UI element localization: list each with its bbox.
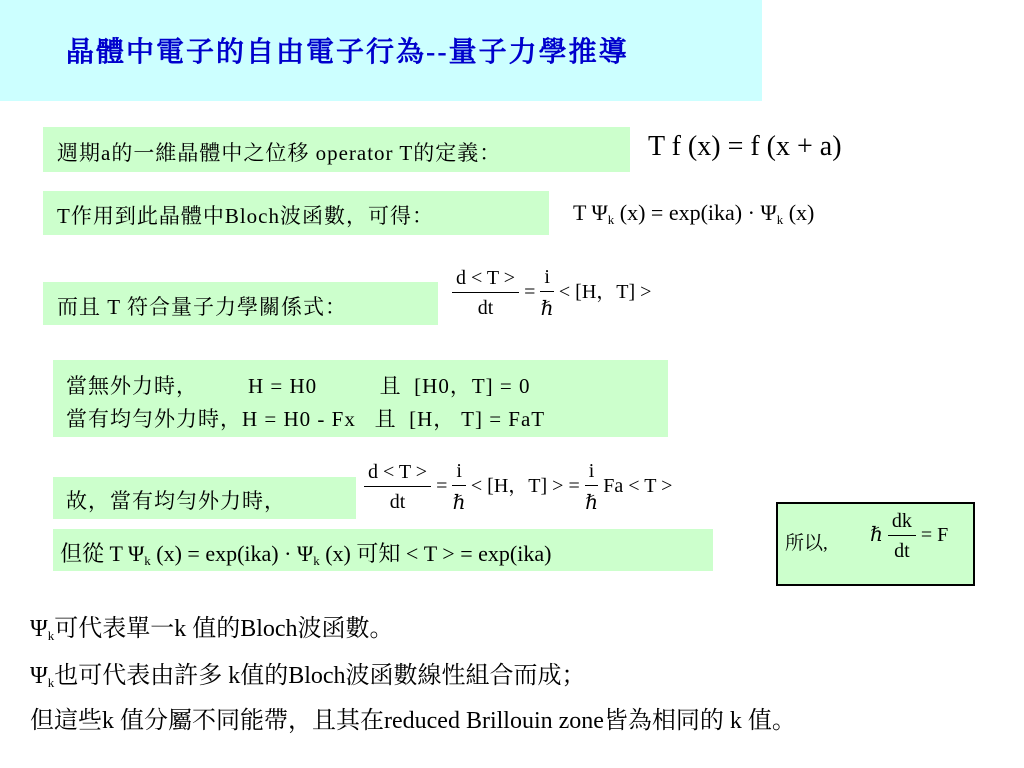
result-label: 所以, xyxy=(785,533,828,554)
denominator: dt xyxy=(477,297,494,319)
fraction xyxy=(585,460,599,515)
fraction xyxy=(540,266,554,321)
slide-title: 晶體中電子的自由電子行為--量子力學推導 xyxy=(66,37,629,68)
subscript-k: k xyxy=(607,212,615,227)
equals-sign: = xyxy=(436,475,448,498)
fraction xyxy=(452,460,466,515)
numerator: i xyxy=(585,460,599,486)
numerator: d < T > xyxy=(364,461,431,487)
psi-symbol: Ψ xyxy=(30,663,48,689)
eq-part: (x) xyxy=(783,200,815,225)
result-equation xyxy=(870,510,948,563)
eq-part: (x) = exp(ika) · Ψ xyxy=(614,200,777,225)
conclusion-text xyxy=(60,537,551,568)
operator-definition-label: 週期a的一維晶體中之位移 operator T的定義： xyxy=(57,141,502,165)
denominator: ℏ xyxy=(540,298,554,320)
fraction xyxy=(364,461,431,514)
bloch-action-label: T作用到此晶體中Bloch波函數，可得： xyxy=(57,204,434,228)
eq-part: < [H，T] > = xyxy=(470,475,580,498)
commutator-equation xyxy=(452,266,651,321)
line-text: 可代表單一k 值的Bloch波函數。 xyxy=(54,616,394,642)
numerator: d < T > xyxy=(452,267,519,293)
fraction xyxy=(888,510,916,563)
subscript-k: k xyxy=(47,675,55,690)
eq-part: (x) = exp(ika) · Ψ xyxy=(150,541,314,566)
uniform-force-equation xyxy=(364,460,672,515)
psi-symbol: Ψ xyxy=(30,616,48,642)
eq-part: (x) 可知 < T > = exp(ika) xyxy=(319,541,552,566)
bloch-action-equation xyxy=(573,200,814,226)
denominator: ℏ xyxy=(452,492,466,514)
bottom-line-3: 但這些k 值分屬不同能帶，且其在reduced Brillouin zone皆為相同的 k 值。 xyxy=(30,708,796,734)
uniform-force-label: 故，當有均勻外力時， xyxy=(66,489,286,513)
operator-definition-equation: T f (x) = f (x + a) xyxy=(648,131,842,162)
subscript-k: k xyxy=(313,553,320,568)
rhs: Fa < T > xyxy=(603,475,673,498)
eq-part: 但從 T Ψ xyxy=(60,541,145,566)
denominator: dt xyxy=(894,540,910,562)
numerator: i xyxy=(540,266,554,292)
force-case-uniform-force: 當有均勻外力時，H = H0 - Fx 且 [H， T] = FaT xyxy=(66,407,546,431)
subscript-k: k xyxy=(776,212,784,227)
line-text: 也可代表由許多 k值的Bloch波函數線性組合而成； xyxy=(54,663,586,689)
commutator-label: 而且 T 符合量子力學關係式： xyxy=(57,295,347,319)
fraction xyxy=(452,267,519,320)
hbar-symbol: ℏ xyxy=(870,524,883,547)
bottom-line-2 xyxy=(30,655,586,690)
equals-sign: = xyxy=(524,281,536,304)
rhs: < [H，T] > xyxy=(558,281,652,304)
denominator: ℏ xyxy=(585,492,598,514)
force-case-no-force: 當無外力時， H = H0 且 [H0，T] = 0 xyxy=(66,374,531,398)
subscript-k: k xyxy=(47,628,55,643)
bottom-line-1 xyxy=(30,608,394,643)
eq-part: T Ψ xyxy=(573,200,608,225)
rhs: = F xyxy=(920,524,949,547)
numerator: i xyxy=(452,460,466,486)
subscript-k: k xyxy=(144,553,151,568)
numerator: dk xyxy=(888,510,916,536)
denominator: dt xyxy=(389,491,406,513)
